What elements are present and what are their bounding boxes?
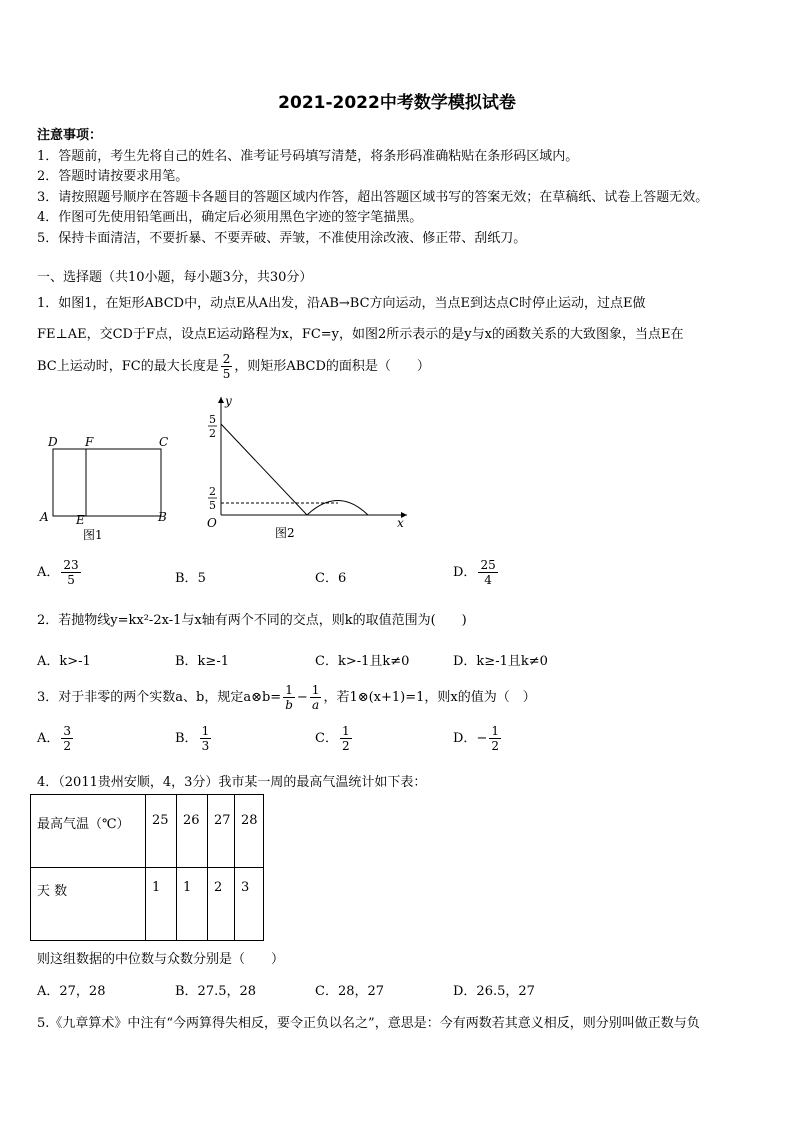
label-e: E bbox=[76, 513, 85, 527]
x-axis-label: x bbox=[397, 516, 404, 530]
notice-item: 4．作图可先使用铅笔画出，确定后必须用黑色字迹的签字笔描黑。 bbox=[37, 210, 423, 225]
notice-item: 3．请按照题号顺序在答题卡各题目的答题区域内作答，超出答题区域书写的答案无效；在草稿纸、试卷上答题无效。 bbox=[37, 190, 709, 205]
graph-descending-line bbox=[221, 424, 307, 515]
q1-option-c[interactable]: C．6 bbox=[315, 571, 347, 586]
q4-option-a[interactable]: A．27，28 bbox=[37, 984, 106, 999]
table-cell: 3 bbox=[235, 868, 264, 941]
notice-item: 5．保持卡面清洁，不要折暴、不要弄破、弄皱，不准使用涂改液、修正带、刮纸刀。 bbox=[37, 231, 527, 246]
table-cell: 26 bbox=[177, 795, 208, 868]
q3-text: 3．对于非零的两个实数a、b，规定a⊗b= $\frac{1}{b}$ − $\frac{1}{a}$ ，若1⊗(x+1)=1，则x的值为（ ） bbox=[37, 683, 536, 712]
q1-fraction: $\frac{2}{5}$ bbox=[222, 352, 231, 381]
page-title: 2021-2022中考数学模拟试卷 bbox=[278, 93, 516, 113]
y-axis-arrow bbox=[218, 397, 224, 403]
notice-heading: 注意事项： bbox=[37, 128, 103, 143]
q1-line2: FE⊥AE，交CD于F点，设点E运动路程为x，FC=y，如图2所示表示的是y与x的函数关系的大致图象，当点E在 bbox=[37, 327, 684, 342]
table-cell: 2 bbox=[208, 868, 235, 941]
q2-option-a[interactable]: A．k>-1 bbox=[37, 654, 91, 669]
label-b: B bbox=[158, 510, 167, 524]
q2-text: 2．若抛物线y=kx²-2x-1与x轴有两个不同的交点，则k的取值范围为( ) bbox=[37, 613, 467, 628]
q1-option-b[interactable]: B．5 bbox=[175, 571, 206, 586]
q5-text: 5.《九章算术》中注有“今两算得失相反，要令正负以名之”，意思是：今有两数若其意义相反，则分别叫做正数与负 bbox=[37, 1016, 700, 1031]
q1-line3 bbox=[37, 352, 430, 381]
q2-option-c[interactable]: C．k>-1且k≠0 bbox=[315, 654, 410, 669]
tick-low-denominator: 5 bbox=[209, 499, 216, 512]
q4-option-b[interactable]: B．27.5，28 bbox=[175, 984, 257, 999]
q2-option-d[interactable]: D．k≥-1且k≠0 bbox=[453, 654, 548, 669]
tick-top-denominator: 2 bbox=[209, 427, 216, 440]
table-cell: 28 bbox=[235, 795, 264, 868]
temperature-table bbox=[30, 794, 264, 941]
label-f: F bbox=[85, 435, 94, 449]
y-axis-label: y bbox=[225, 394, 232, 408]
section-heading: 一、选择题（共10小题，每小题3分，共30分） bbox=[37, 270, 313, 285]
q1-line3b: ，则矩形ABCD的面积是（ ） bbox=[234, 359, 430, 374]
figure-1-rectangle bbox=[30, 428, 180, 543]
table-cell: 27 bbox=[208, 795, 235, 868]
q3-option-b[interactable]: B． $\frac{1}{3}$ bbox=[175, 724, 210, 753]
table-cell: 最高气温（℃） bbox=[31, 795, 146, 868]
q3-option-d[interactable]: D．− $\frac{1}{2}$ bbox=[453, 724, 499, 753]
q1-option-d[interactable]: D． $\frac{25}{4}$ bbox=[453, 558, 496, 587]
figure-2-graph bbox=[200, 393, 415, 543]
label-a: A bbox=[40, 510, 49, 524]
q1-line1: 1．如图1，在矩形ABCD中，动点E从A出发，沿AB→BC方向运动，当点E到达点C时停止运动，过点E做 bbox=[37, 296, 646, 311]
q4-question: 则这组数据的中位数与众数分别是（ ） bbox=[37, 952, 285, 967]
figure-2-caption: 图2 bbox=[275, 526, 295, 540]
origin-label: O bbox=[207, 516, 217, 530]
q3-option-c[interactable]: C． $\frac{1}{2}$ bbox=[315, 724, 350, 753]
q4-text: 4．（2011贵州安顺，4，3分）我市某一周的最高气温统计如下表： bbox=[37, 775, 427, 790]
q3-option-a[interactable]: A． $\frac{3}{2}$ bbox=[37, 724, 72, 753]
notice-item: 1．答题前，考生先将自己的姓名、准考证号码填写清楚，将条形码准确粘贴在条形码区域内。 bbox=[37, 149, 579, 164]
table-row bbox=[31, 795, 264, 868]
table-cell: 1 bbox=[177, 868, 208, 941]
table-cell: 天 数 bbox=[31, 868, 146, 941]
tick-top-numerator: 5 bbox=[209, 413, 216, 426]
q1-option-a[interactable]: A． $\frac{23}{5}$ bbox=[37, 558, 79, 587]
table-row bbox=[31, 868, 264, 941]
notice-item: 2．答题时请按要求用笔。 bbox=[37, 169, 189, 184]
tick-low-numerator: 2 bbox=[209, 485, 216, 498]
q4-option-c[interactable]: C．28，27 bbox=[315, 984, 385, 999]
label-d: D bbox=[48, 435, 58, 449]
figure-1-caption: 图1 bbox=[83, 528, 103, 542]
q1-line3a: BC上运动时，FC的最大长度是 bbox=[37, 359, 219, 374]
label-c: C bbox=[159, 435, 169, 449]
q4-option-d[interactable]: D．26.5，27 bbox=[453, 984, 535, 999]
table-cell: 1 bbox=[146, 868, 177, 941]
table-cell: 25 bbox=[146, 795, 177, 868]
q2-option-b[interactable]: B．k≥-1 bbox=[175, 654, 229, 669]
rectangle-abcd bbox=[53, 449, 161, 516]
